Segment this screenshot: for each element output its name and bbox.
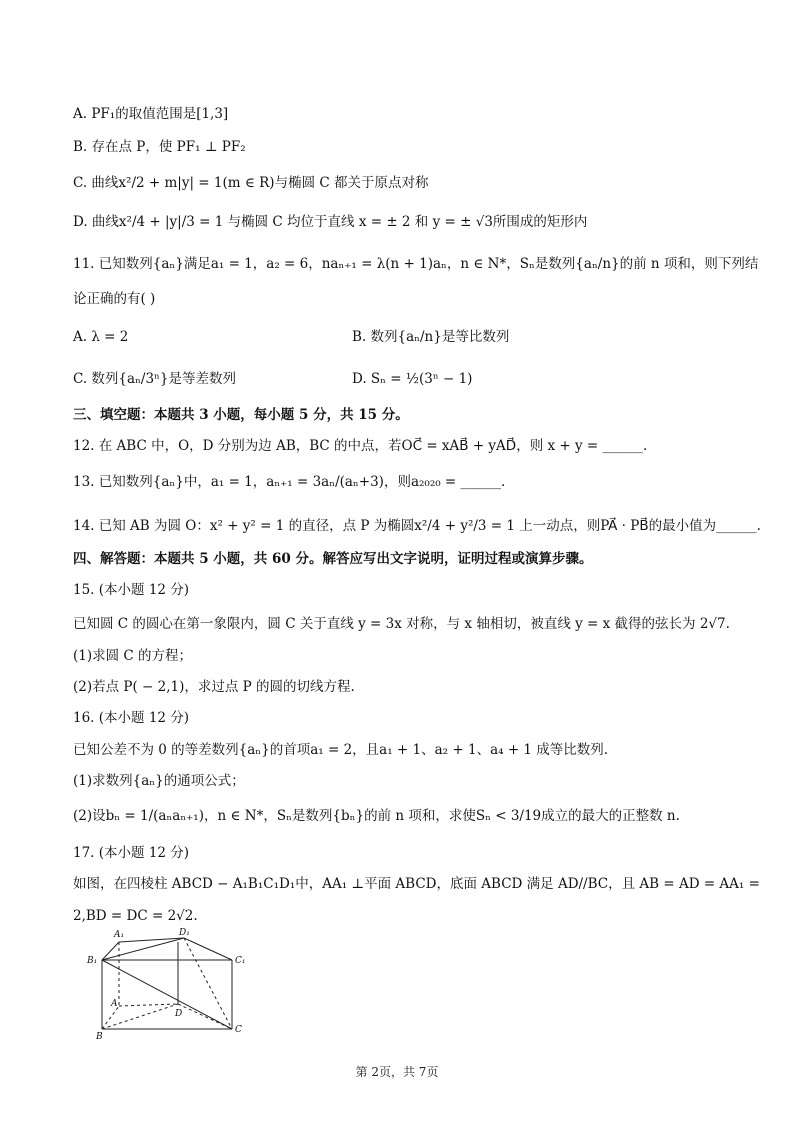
q10-option-d: D. 曲线x²/4 + |y|/3 = 1 与椭圆 C 均位于直线 x = ± 2 和 y = ± √3所围成的矩形内 [73,214,588,230]
edge-b-a-hidden [102,1006,119,1029]
q16-stem: 已知公差不为 0 的等差数列{aₙ}的首项a₁ = 2，且a₁ + 1、a₂ + 1、a₄ + 1 成等比数列. [73,742,609,758]
q16-title: 16. (本小题 12 分) [73,710,190,726]
q10-option-a: A. PF₁的取值范围是[1,3] [73,106,229,122]
label-d: D [175,1009,183,1019]
q14-text: 14. 已知 AB 为圆 O：x² + y² = 1 的直径，点 P 为椭圆x²/4 + y²/3 = 1 上一动点，则PA⃗ · PB⃗的最小值为______. [73,518,761,534]
edge-a-d-hidden [119,1004,178,1006]
label-a: A [111,999,118,1009]
q10-option-b: B. 存在点 P，使 PF₁ ⊥ PF₂ [73,139,246,155]
q10-option-c: C. 曲线x²/2 + m|y| = 1(m ∈ R)与椭圆 C 都关于原点对称 [73,175,429,191]
q11-option-c: C. 数列{aₙ/3ⁿ}是等差数列 [73,371,236,387]
q15-title: 15. (本小题 12 分) [73,582,190,598]
q16-part2: (2)设bₙ = 1/(aₙaₙ₊₁)，n ∈ N*，Sₙ是数列{bₙ}的前 n 项和，求使Sₙ < 3/19成立的最大的正整数 n. [73,808,680,824]
diag-b1-c [102,960,232,1029]
q11-option-a: A. λ = 2 [73,329,129,345]
q16-part1: (1)求数列{aₙ}的通项公式； [73,773,245,789]
q17-title: 17. (本小题 12 分) [73,845,190,861]
section-4-heading: 四、解答题：本题共 5 小题，共 60 分。解答应写出文字说明，证明过程或演算步骤。 [73,551,593,567]
label-b: B [96,1032,103,1041]
prism-figure [84,926,254,1041]
section-3-heading: 三、填空题：本题共 3 小题，每小题 5 分，共 15 分。 [73,407,409,423]
q15-part1: (1)求圆 C 的方程； [73,648,193,664]
q17-stem-line1: 如图，在四棱柱 ABCD − A₁B₁C₁D₁中，AA₁ ⊥平面 ABCD，底面 ABCD 满足 AD//BC，且 AB = AD = AA₁ = [73,876,760,892]
q12-text: 12. 在 ABC 中，O，D 分别为边 AB，BC 的中点，若OC⃗ = xAB⃗ + yAD⃗，则 x + y = ______. [73,438,648,454]
page-footer: 第 2页，共 7页 [355,1065,439,1079]
label-d1: D₁ [179,928,190,938]
q13-text: 13. 已知数列{aₙ}中，a₁ = 1，aₙ₊₁ = 3aₙ/(aₙ+3)，则a₂₀₂₀ = ______. [73,474,506,490]
q15-stem: 已知圆 C 的圆心在第一象限内，圆 C 关于直线 y = 3x 对称，与 x 轴相切，被直线 y = x 截得的弦长为 2√7. [73,616,730,632]
label-c: C [235,1025,242,1035]
q15-part2: (2)若点 P( − 2,1)，求过点 P 的圆的切线方程. [73,679,355,695]
diag-d1-c-hidden [184,938,232,1029]
q11-option-b: B. 数列{aₙ/n}是等比数列 [352,329,510,345]
q17-stem-line2: 2,BD = DC = 2√2. [73,908,198,924]
q11-stem-line2: 论正确的有( ) [73,291,156,307]
label-b1: B₁ [87,956,98,966]
q11-stem-line1: 11. 已知数列{aₙ}满足a₁ = 1，a₂ = 6，naₙ₊₁ = λ(n + 1)aₙ，n ∈ N*，Sₙ是数列{aₙ/n}的前 n 项和，则下列结 [73,256,759,272]
q11-option-d: D. Sₙ = ½(3ⁿ − 1) [352,371,473,387]
label-c1: C₁ [235,956,246,966]
diag-b1-d1 [102,938,184,960]
label-a1: A₁ [114,930,125,940]
edge-a1-d1 [119,938,184,942]
edge-d1-c1 [184,938,232,960]
